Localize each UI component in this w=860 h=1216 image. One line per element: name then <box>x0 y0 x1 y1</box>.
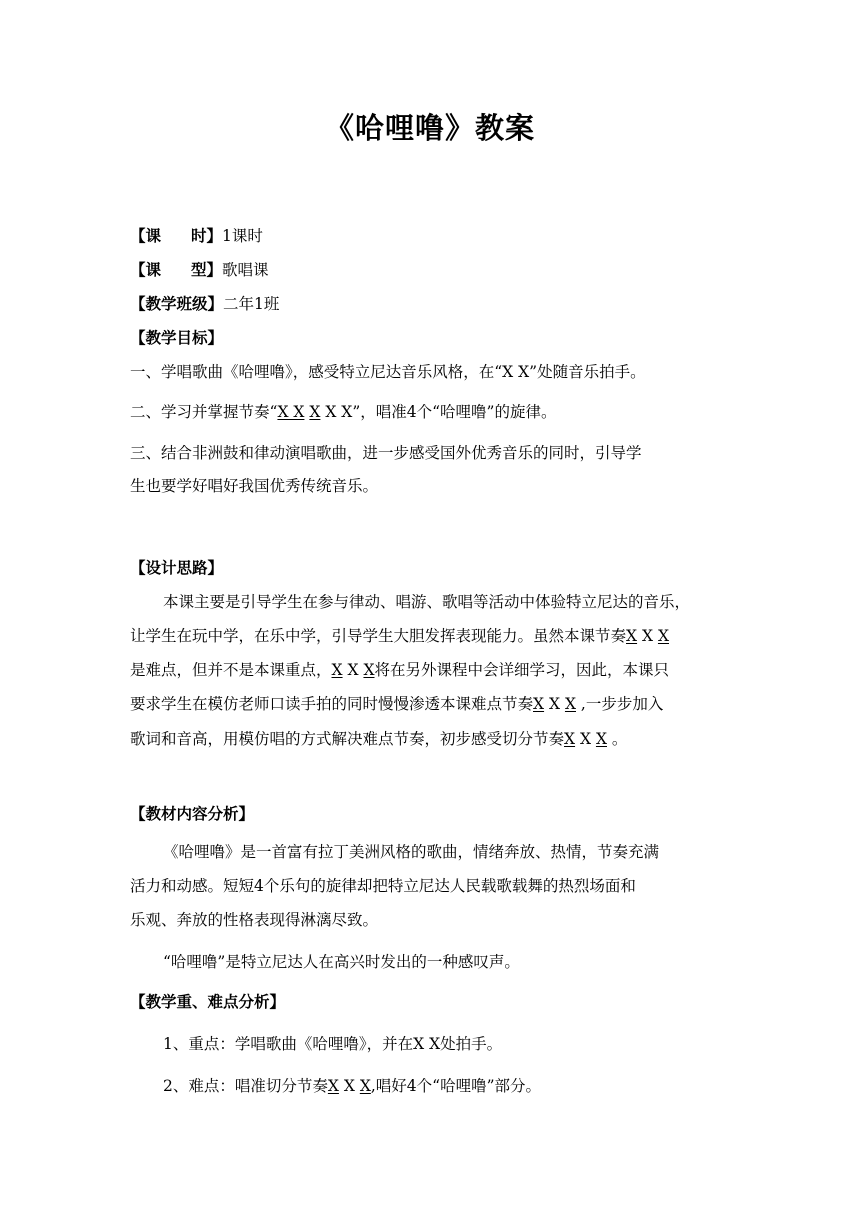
keypoint-2 <box>163 1074 541 1096</box>
design-line-2 <box>130 624 669 646</box>
keypoint-1: 1、重点：学唱歌曲《哈哩噜》，并在X X处拍手。 <box>163 1035 503 1053</box>
rhythm-underlined: X <box>331 661 343 679</box>
rhythm-plain: X <box>342 661 364 679</box>
rhythm-plain: X <box>575 730 596 748</box>
design-line-3-text-start: 是难点，但并不是本课重点， <box>130 661 332 679</box>
design-line-4-text-end: ,一步步加入 <box>576 695 664 713</box>
type-label-start: 【课 <box>130 261 162 279</box>
goal-1: 一、学唱歌曲《哈哩噜》，感受特立尼达音乐风格，在“X X”处随音乐拍手。 <box>130 363 646 381</box>
goal-2 <box>130 400 556 422</box>
goals-heading: 【教学目标】 <box>130 329 224 347</box>
analysis-line-4: “哈哩噜”是特立尼达人在高兴时发出的一种感叹声。 <box>163 953 520 971</box>
design-line-1: 本课主要是引导学生在参与律动、唱游、歌唱等活动中体验特立尼达的音乐， <box>163 593 691 611</box>
rhythm-plain: X <box>637 627 658 645</box>
rhythm-underlined: X <box>626 627 638 645</box>
keypoint-2-text-start: 2、难点：唱准切分节奏 <box>163 1077 328 1095</box>
design-line-2-text: 让学生在玩中学，在乐中学，引导学生大胆发挥表现能力。虽然本课节奏 <box>130 627 627 645</box>
design-line-3 <box>130 658 669 680</box>
type-value: 歌唱课 <box>222 261 269 279</box>
design-line-4 <box>130 692 663 714</box>
design-line-4-text-start: 要求学生在模仿老师口读手拍的同时慢慢渗透本课难点节奏 <box>130 695 534 713</box>
document-title: 《哈哩噜》教案 <box>324 111 535 145</box>
rhythm-underlined: X <box>595 730 607 748</box>
rhythm-underlined: X <box>564 695 576 713</box>
analysis-line-3: 乐观、奔放的性格表现得淋漓尽致。 <box>130 911 379 929</box>
design-line-5 <box>130 727 627 749</box>
keypoint-2-text-end: ,唱好4个“哈哩噜”部分。 <box>370 1077 541 1095</box>
rhythm-underlined-1: X X <box>277 403 305 421</box>
type-label-end: 型】 <box>191 261 223 279</box>
rhythm-underlined-2: X <box>309 403 321 421</box>
analysis-line-2: 活力和动感。短短4个乐句的旋律却把特立尼达人民载歌载舞的热烈场面和 <box>130 877 636 895</box>
rhythm-underlined: X <box>327 1077 339 1095</box>
rhythm-plain: X <box>338 1077 360 1095</box>
design-line-3-text-end: 将在另外课程中会详细学习，因此，本课只 <box>374 661 670 679</box>
rhythm-underlined: X <box>564 730 576 748</box>
analysis-heading: 【教材内容分析】 <box>130 805 255 823</box>
rhythm-underlined: X <box>533 695 545 713</box>
analysis-line-1: 《哈哩噜》是一首富有拉丁美洲风格的歌曲，情绪奔放、热情，节奏充满 <box>163 843 660 861</box>
rhythm-underlined: X <box>363 661 375 679</box>
period-label-end: 时】 <box>191 227 223 245</box>
rhythm-plain: X <box>544 695 565 713</box>
design-line-5-text-start: 歌词和音高，用模仿唱的方式解决难点节奏，初步感受切分节奏 <box>130 730 565 748</box>
class-label: 【教学班级】 <box>130 295 224 313</box>
goal-3-line-2: 生也要学好唱好我国优秀传统音乐。 <box>130 477 379 495</box>
period-label-start: 【课 <box>130 227 162 245</box>
class-type-row <box>130 258 269 280</box>
design-heading: 【设计思路】 <box>130 559 224 577</box>
period-value: 1课时 <box>222 227 263 245</box>
class-grade-row <box>130 292 279 314</box>
rhythm-underlined: X <box>359 1077 371 1095</box>
rhythm-underlined: X <box>657 627 669 645</box>
goal-2-text-start: 二、学习并掌握节奏“ <box>130 403 278 421</box>
design-line-5-text-end: 。 <box>607 730 628 748</box>
keypoints-heading: 【教学重、难点分析】 <box>130 993 286 1011</box>
class-value: 二年1班 <box>223 295 280 313</box>
class-period-row <box>130 224 263 246</box>
goal-3-line-1: 三、结合非洲鼓和律动演唱歌曲，进一步感受国外优秀音乐的同时，引导学 <box>130 444 642 462</box>
goal-2-text-end: X X”，唱准4个“哈哩噜”的旋律。 <box>320 403 557 421</box>
